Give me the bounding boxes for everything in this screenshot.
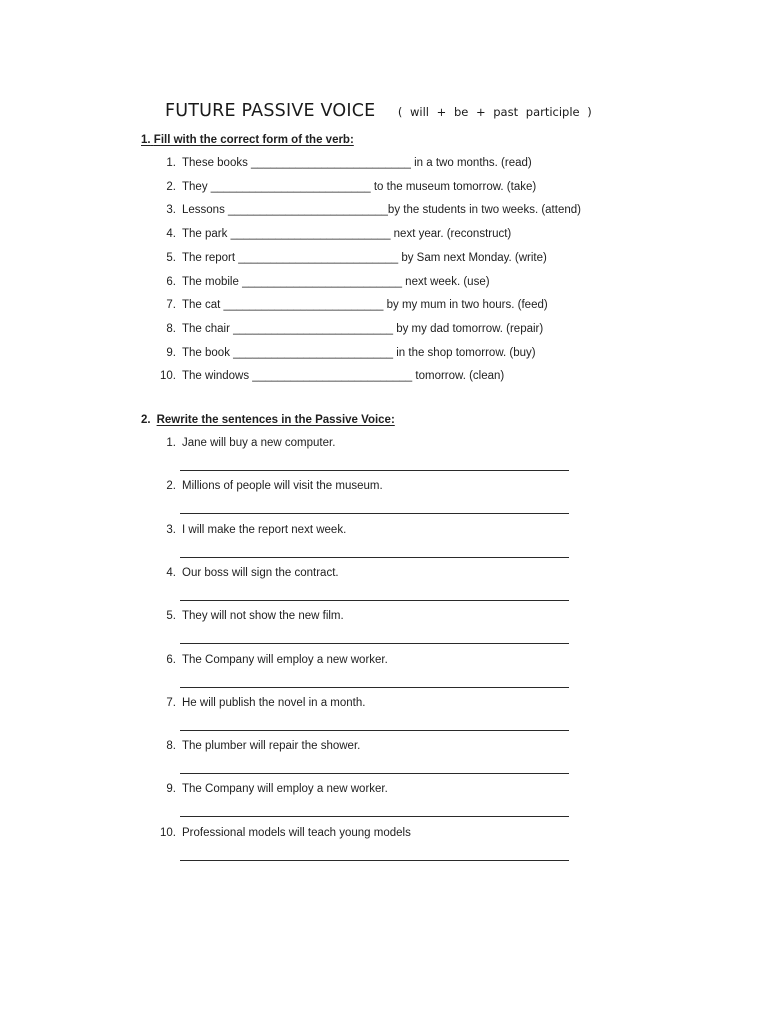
item-number: 8.: [166, 322, 176, 335]
rewrite-item: [0, 567, 768, 607]
answer-line: [180, 557, 569, 558]
answer-line: [180, 816, 569, 817]
fill-in-sentence: These books _________________________ in a two months. (read): [182, 157, 532, 169]
rewrite-sentence: Jane will buy a new computer.: [182, 437, 336, 449]
rewrite-sentence: I will make the report next week.: [182, 523, 347, 536]
rewrite-item: [0, 827, 768, 867]
fill-in-item: [0, 276, 768, 294]
rewrite-sentence: They will not show the new film.: [182, 610, 344, 623]
section-1-heading: [141, 134, 354, 146]
rewrite-item: [0, 610, 768, 650]
answer-line: [180, 513, 569, 514]
fill-in-sentence: They _________________________ to the museum tomorrow. (take): [182, 180, 537, 193]
rewrite-item: [0, 437, 768, 477]
fill-in-sentence: The chair _________________________ by my dad tomorrow. (repair): [182, 322, 544, 335]
item-number: 1.: [166, 437, 176, 449]
fill-in-sentence: The cat _________________________ by my mum in two hours. (feed): [182, 299, 548, 312]
rewrite-sentence: The Company will employ a new worker.: [182, 783, 388, 796]
item-number: 10.: [160, 370, 176, 383]
item-number: 6.: [166, 275, 176, 288]
answer-line: [180, 687, 569, 688]
item-number: 2.: [166, 480, 176, 493]
worksheet-title: [165, 101, 592, 121]
fill-in-item: [0, 370, 768, 388]
rewrite-sentence: Millions of people will visit the museum.: [182, 480, 383, 493]
fill-in-item: [0, 181, 768, 199]
title-formula: ( will + be + past participle ): [397, 105, 592, 119]
fill-in-item: [0, 204, 768, 222]
fill-in-item: [0, 323, 768, 341]
rewrite-sentence: He will publish the novel in a month.: [182, 696, 366, 709]
section-1-heading-text: Fill with the correct form of the verb:: [153, 134, 354, 146]
item-number: 3.: [166, 204, 176, 217]
fill-in-item: [0, 157, 768, 175]
answer-line: [180, 860, 569, 861]
section-2-number: 2.: [141, 414, 151, 426]
rewrite-sentence: Professional models will teach young models: [182, 826, 411, 839]
item-number: 2.: [166, 180, 176, 193]
item-number: 5.: [166, 610, 176, 623]
fill-in-sentence: The park _________________________ next year. (reconstruct): [182, 228, 512, 241]
section-1-number: 1.: [141, 134, 151, 146]
rewrite-sentence: The Company will employ a new worker.: [182, 653, 388, 666]
rewrite-item: [0, 783, 768, 823]
item-number: 9.: [166, 346, 176, 359]
answer-line: [180, 470, 569, 471]
item-number: 1.: [166, 157, 176, 169]
title-main: FUTURE PASSIVE VOICE: [165, 101, 376, 121]
fill-in-sentence: The report _________________________ by Sam next Monday. (write): [182, 251, 547, 264]
answer-line: [180, 643, 569, 644]
item-number: 9.: [166, 783, 176, 796]
rewrite-sentence: Our boss will sign the contract.: [182, 566, 339, 579]
item-number: 8.: [166, 740, 176, 753]
rewrite-sentence: The plumber will repair the shower.: [182, 740, 361, 753]
answer-line: [180, 600, 569, 601]
rewrite-item: [0, 480, 768, 520]
fill-in-sentence: The book _________________________ in the shop tomorrow. (buy): [182, 346, 536, 359]
answer-line: [180, 730, 569, 731]
rewrite-item: [0, 524, 768, 564]
item-number: 6.: [166, 653, 176, 666]
item-number: 5.: [166, 251, 176, 264]
fill-in-item: [0, 299, 768, 317]
fill-in-item: [0, 228, 768, 246]
fill-in-sentence: Lessons _________________________by the students in two weeks. (attend): [182, 204, 581, 217]
item-number: 10.: [160, 826, 176, 839]
rewrite-item: [0, 697, 768, 737]
fill-in-sentence: The mobile _________________________ next week. (use): [182, 275, 490, 288]
rewrite-item: [0, 740, 768, 780]
item-number: 3.: [166, 523, 176, 536]
section-2-heading: [141, 414, 395, 426]
item-number: 7.: [166, 696, 176, 709]
item-number: 7.: [166, 299, 176, 312]
rewrite-item: [0, 654, 768, 694]
fill-in-item: [0, 347, 768, 365]
section-2-heading-text: Rewrite the sentences in the Passive Voice:: [156, 414, 395, 426]
fill-in-item: [0, 252, 768, 270]
fill-in-sentence: The windows _________________________ tomorrow. (clean): [182, 370, 505, 383]
item-number: 4.: [166, 566, 176, 579]
item-number: 4.: [166, 228, 176, 241]
answer-line: [180, 773, 569, 774]
